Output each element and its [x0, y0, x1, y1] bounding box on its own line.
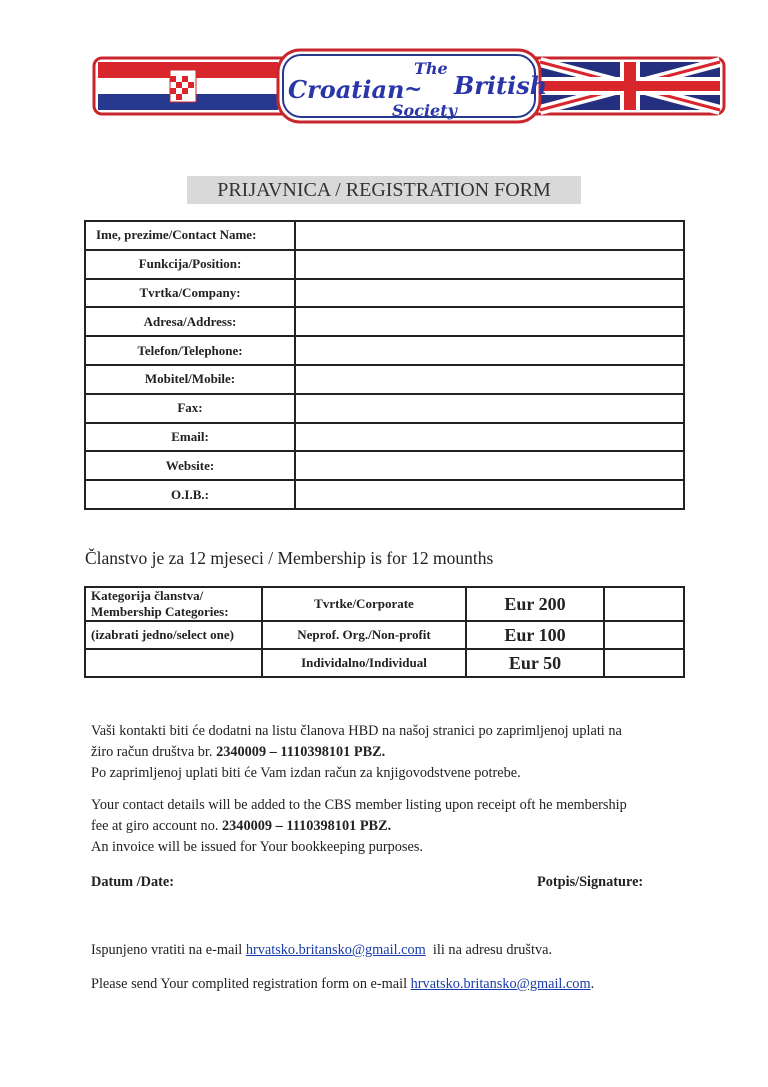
membership-name: Tvrtke/Corporate	[262, 587, 466, 621]
category-label: Kategorija članstva/ Membership Categories:	[85, 587, 262, 621]
membership-price: Eur 200	[466, 587, 604, 621]
membership-price: Eur 50	[466, 649, 604, 677]
contact-row	[85, 423, 684, 452]
svg-text:~: ~	[404, 76, 423, 102]
field-label: Ime, prezime/Contact Name:	[85, 221, 295, 250]
membership-name: Neprof. Org./Non-profit	[262, 621, 466, 649]
contact-row	[85, 365, 684, 394]
field-label: Funkcija/Position:	[85, 250, 295, 279]
select-cell-individual[interactable]	[604, 649, 684, 677]
text: .	[590, 976, 595, 992]
contact-row	[85, 394, 684, 423]
membership-name: Individalno/Individual	[262, 649, 466, 677]
text: žiro račun društva br.	[91, 744, 217, 760]
membership-heading: Članstvo je za 12 mjeseci / Membership is for 12 mounths	[85, 548, 494, 568]
text: Please send Your complited registration form on e-mail	[91, 976, 411, 992]
signature-label: Potpis/Signature:	[537, 874, 644, 890]
svg-text:Croatian: Croatian	[288, 75, 405, 104]
account-number: 2340009 – 1110398101 PBZ.	[216, 744, 386, 760]
field-input[interactable]	[295, 336, 684, 365]
text-line: Po zaprimljenoj uplati biti će Vam izdan račun za knjigovodstvene potrebe.	[91, 765, 521, 781]
field-input[interactable]	[295, 307, 684, 336]
field-label: O.I.B.:	[85, 480, 295, 509]
contact-row	[85, 279, 684, 308]
form-title: PRIJAVNICA / REGISTRATION FORM	[187, 176, 581, 204]
email-link[interactable]: hrvatsko.britansko@gmail.com	[410, 976, 591, 992]
email-link[interactable]: hrvatsko.britansko@gmail.com	[245, 942, 426, 958]
svg-text:Society: Society	[392, 101, 457, 120]
contact-row	[85, 221, 684, 250]
empty-cell	[85, 649, 262, 677]
field-label: Email:	[85, 423, 295, 452]
svg-text:British: British	[454, 71, 548, 100]
field-input[interactable]	[295, 221, 684, 250]
field-input[interactable]	[295, 365, 684, 394]
field-label: Website:	[85, 451, 295, 480]
field-label: Tvrtka/Company:	[85, 279, 295, 308]
date-label: Datum /Date:	[91, 874, 174, 890]
membership-table	[84, 586, 685, 678]
field-input[interactable]	[295, 480, 684, 509]
account-number: 2340009 – 1110398101 PBZ.	[222, 818, 392, 834]
text-line	[91, 742, 622, 763]
field-label: Adresa/Address:	[85, 307, 295, 336]
text: ili na adresu društva.	[425, 942, 553, 958]
contact-row	[85, 451, 684, 480]
text: Ispunjeno vratiti na e-mail	[91, 942, 246, 958]
text-line: Vaši kontakti biti će dodatni na listu članova HBD na našoj stranici po zaprimljenoj uplati na	[91, 723, 622, 739]
field-input[interactable]	[295, 451, 684, 480]
select-hint: (izabrati jedno/select one)	[85, 621, 262, 649]
field-input[interactable]	[295, 250, 684, 279]
contact-table	[84, 220, 685, 510]
paragraph-english	[91, 795, 627, 858]
text-line: Your contact details will be added to the CBS member listing upon receipt oft he membership	[91, 797, 627, 813]
text: fee at giro account no.	[91, 818, 222, 834]
society-logo	[92, 46, 726, 126]
field-input[interactable]	[295, 279, 684, 308]
field-label: Fax:	[85, 394, 295, 423]
membership-price: Eur 100	[466, 621, 604, 649]
svg-text:The: The	[414, 59, 448, 78]
text-line	[91, 816, 627, 837]
contact-row	[85, 307, 684, 336]
paragraph-croatian	[91, 721, 622, 784]
text-line: An invoice will be issued for Your bookkeeping purposes.	[91, 839, 423, 855]
select-cell-nonprofit[interactable]	[604, 621, 684, 649]
return-english	[91, 974, 594, 995]
contact-row	[85, 336, 684, 365]
contact-row	[85, 250, 684, 279]
field-label: Telefon/Telephone:	[85, 336, 295, 365]
select-cell-corporate[interactable]	[604, 587, 684, 621]
field-input[interactable]	[295, 423, 684, 452]
contact-row	[85, 480, 684, 509]
field-label: Mobitel/Mobile:	[85, 365, 295, 394]
field-input[interactable]	[295, 394, 684, 423]
return-croatian	[91, 940, 552, 961]
